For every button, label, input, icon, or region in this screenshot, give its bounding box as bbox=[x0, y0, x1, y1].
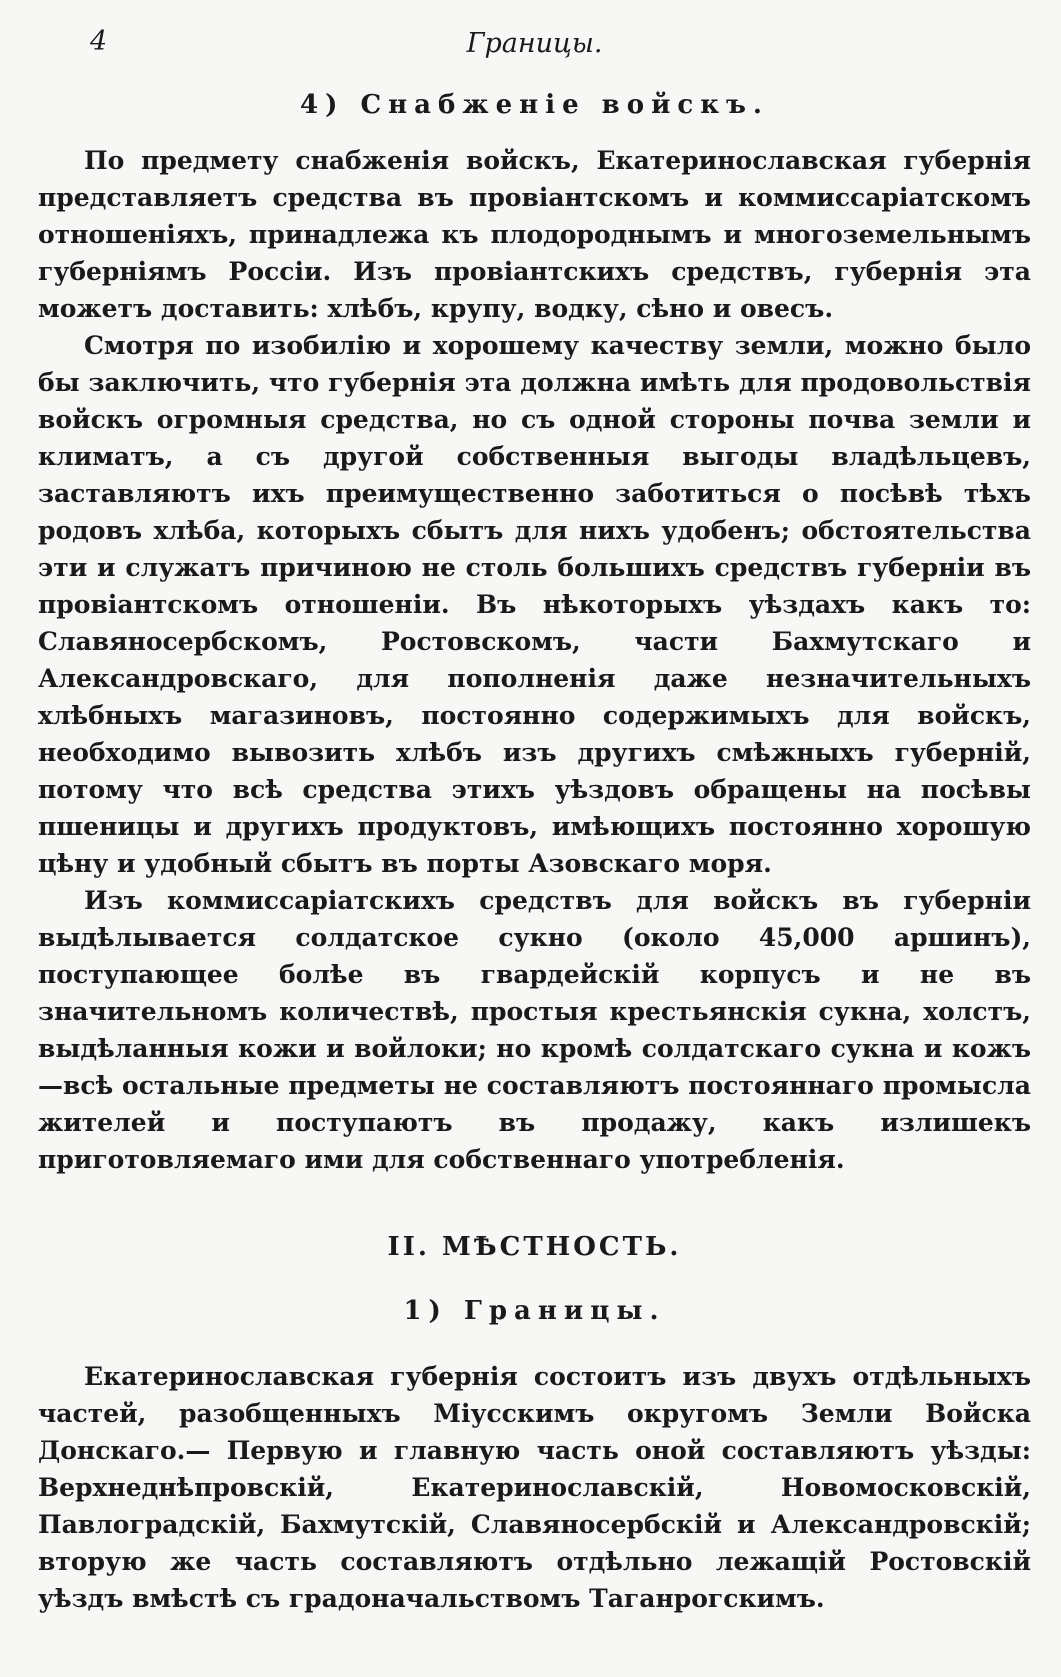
borders-body bbox=[38, 1358, 1031, 1617]
paragraph: Изъ коммиссаріатскихъ средствъ для войскъ въ губерніи выдѣлывается солдатское сукно (около 45,000 аршинъ), поступающее болѣе въ гвардейскій корпусъ и не въ значительномъ количествѣ, простыя крестьянскія сукна, холстъ, выдѣланныя кожи и войлоки; но кромѣ солдатскаго сукна и кожъ—всѣ остальные предметы не составляютъ постояннаго промысла жителей и поступаютъ въ продажу, какъ излишекъ приготовляемаго ими для собственнаго употребленія. bbox=[38, 886, 1031, 1174]
running-head bbox=[38, 26, 1031, 70]
running-title: Границы. bbox=[466, 28, 603, 59]
paragraph: Смотря по изобилію и хорошему качеству земли, можно было бы заключить, что губернія эта должна имѣть для продовольствія войскъ огромныя средства, но съ одной стороны почва земли и климатъ, а съ другой собственныя выгоды владѣльцевъ, заставляютъ ихъ преимущественно заботиться о посѣвѣ тѣхъ родовъ хлѣба, которыхъ сбытъ для нихъ удобенъ; обстоятельства эти и служатъ причиною не столь большихъ средствъ губерніи въ провіантскомъ отношеніи. Въ нѣкоторыхъ уѣздахъ какъ то: Славяносербскомъ, Ростовскомъ, части Бахмутскаго и Александровскаго, для пополненія даже незначительныхъ хлѣбныхъ магазиновъ, постоянно содержимыхъ для войскъ, необходимо вывозить хлѣбъ изъ другихъ смѣжныхъ губерній, потому что всѣ средства этихъ уѣздовъ обращены на посѣвы пшеницы и другихъ продуктовъ, имѣющихъ постоянно хорошую цѣну и удобный сбытъ въ порты Азовскаго моря. bbox=[38, 331, 1031, 878]
paragraph: Екатеринославская губернія состоитъ изъ двухъ отдѣльныхъ частей, разобщенныхъ Міусскимъ округомъ Земли Войска Донскаго.— Первую и главную часть оной составляютъ уѣзды: Верхнеднѣпровскій, Екатеринославскій, Новомосковскій, Павлоградскій, Бахмутскій, Славяносербскій и Александровскій; вторую же часть составляютъ отдѣльно лежащій Ростовскій уѣздъ вмѣстѣ съ градоначальствомъ Таганрогскимъ. bbox=[38, 1362, 1031, 1613]
page-number: 4 bbox=[90, 26, 108, 57]
subsection-heading-borders: 1) Границы. bbox=[403, 1296, 666, 1326]
paragraph: По предмету снабженія войскъ, Екатеринославская губернія представляетъ средства въ провіантскомъ и коммиссаріатскомъ отношеніяхъ, принадлежа къ плодороднымъ и многоземельнымъ губерніямъ Россіи. Изъ провіантскихъ средствъ, губернія эта можетъ доставить: хлѣбъ, крупу, водку, сѣно и овесъ. bbox=[38, 146, 1031, 323]
section-heading-terrain: II. МѢСТНОСТЬ. bbox=[387, 1232, 682, 1262]
section-heading-supply: 4) Снабженіе войскъ. bbox=[300, 90, 769, 120]
supply-body bbox=[38, 142, 1031, 1178]
